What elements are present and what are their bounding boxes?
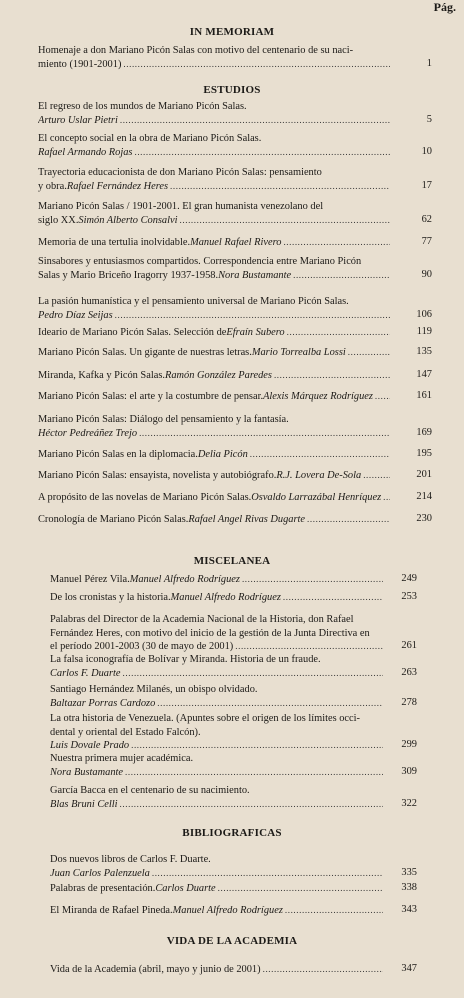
toc-entry[interactable]	[50, 904, 385, 918]
entry-title-line: Mariano Picón Salas en la diplomacia.	[38, 449, 198, 460]
toc-entry[interactable]	[50, 853, 385, 880]
leader-dots	[283, 591, 383, 605]
entry-page-number: 106	[416, 308, 432, 320]
entry-last-line	[50, 697, 385, 711]
entry-page-number: 161	[416, 390, 432, 401]
leader-dots	[120, 798, 383, 812]
entry-last-line	[50, 667, 385, 681]
leader-dots	[170, 180, 390, 194]
toc-entry[interactable]	[38, 295, 392, 322]
toc-entry[interactable]	[50, 712, 385, 753]
entry-page-number: 1	[426, 57, 432, 69]
leader-dots	[134, 146, 390, 160]
entry-page-number: 249	[401, 573, 417, 584]
entry-author: Osvaldo Larrazábal Henríquez	[251, 492, 382, 503]
entry-page-number: 62	[421, 213, 432, 225]
entry-title-line: Memoria de una tertulia inolvidable.	[38, 237, 191, 248]
entry-title-line: Trayectoria educacionista de don Mariano Picón Salas: pensamiento	[38, 167, 322, 178]
entry-last-line	[50, 867, 385, 881]
leader-dots	[307, 513, 390, 527]
entry-last-line	[38, 513, 392, 527]
entry-page-number: 147	[416, 369, 432, 380]
entry-last-line	[38, 58, 392, 72]
entry-page-number: 278	[401, 696, 417, 708]
entry-page-number: 261	[401, 640, 417, 651]
entry-author: Baltazar Porras Cardozo	[50, 697, 156, 709]
entry-page-number: 77	[421, 236, 432, 247]
toc-entry[interactable]	[38, 326, 392, 340]
toc-entry[interactable]	[38, 132, 392, 159]
entry-last-line	[38, 146, 392, 160]
leader-dots	[123, 667, 383, 681]
entry-title-line: Ideario de Mariano Picón Salas. Selección de	[38, 327, 227, 338]
entry-title-line: Mariano Picón Salas / 1901-2001. El gran humanista venezolano del	[38, 201, 324, 212]
entry-author: Arturo Uslar Pietri	[38, 114, 118, 126]
entry-page-number: 17	[421, 179, 432, 191]
entry-title-line: Vida de la Academia (abril, mayo y junio de 2001)	[50, 964, 261, 975]
entry-page-number: 195	[416, 448, 432, 459]
entry-title-line: Sinsabores y entusiasmos compartidos. Correspondencia entre Mariano Picón	[38, 256, 362, 267]
entry-title-line: Santiago Hernández Milanés, un obispo olvidado.	[50, 684, 258, 695]
entry-title-line: El regreso de los mundos de Mariano Picón Salas.	[38, 101, 247, 112]
entry-page-number: 299	[401, 739, 417, 750]
entry-page-number: 5	[426, 113, 432, 125]
toc-entry[interactable]	[38, 100, 392, 127]
leader-dots	[383, 491, 390, 505]
entry-last-line	[50, 766, 385, 780]
entry-title-line: La otra historia de Venezuela. (Apuntes sobre el origen de los límites occi-	[50, 713, 360, 724]
entry-page-number: 253	[401, 591, 417, 602]
entry-title-line: Palabras del Director de la Academia Nacional de la Historia, don Rafael	[50, 614, 354, 625]
toc-entry[interactable]	[38, 200, 392, 227]
entry-page-number: 90	[421, 268, 432, 280]
entry-author: Manuel Alfredo Rodríguez	[172, 905, 283, 916]
entry-title-line: Miranda, Kafka y Picón Salas.	[38, 370, 165, 381]
toc-entry[interactable]	[38, 513, 392, 527]
toc-entry[interactable]	[38, 44, 392, 71]
entry-author: Juan Carlos Palenzuela	[50, 867, 150, 879]
entry-page-number: 347	[401, 963, 417, 974]
leader-dots	[152, 867, 383, 881]
leader-dots	[218, 882, 383, 896]
entry-page-number: 335	[401, 866, 417, 878]
leader-dots	[180, 214, 390, 228]
toc-entry[interactable]	[50, 752, 385, 779]
entry-title-line: el período 2001-2003 (30 de mayo de 2001)	[50, 641, 234, 652]
entry-last-line	[50, 573, 385, 587]
leader-dots	[348, 346, 390, 360]
leader-dots	[274, 369, 390, 383]
entry-page-number: 201	[416, 469, 432, 480]
entry-last-line	[38, 326, 392, 340]
section-title-estudios: ESTUDIOS	[203, 84, 261, 96]
entry-last-line	[38, 214, 392, 228]
entry-title-line: Mariano Picón Salas. Un gigante de nuestras letras.	[38, 347, 252, 358]
entry-last-line	[38, 448, 392, 462]
entry-page-number: 10	[421, 145, 432, 157]
entry-title-line: siglo XX.	[38, 214, 79, 226]
leader-dots	[375, 390, 390, 404]
entry-title-line: Mariano Picón Salas: el arte y la costumbre de pensar.	[38, 391, 264, 402]
entry-page-number: 230	[416, 513, 432, 524]
entry-title-line: y obra.	[38, 180, 67, 192]
section-title-in-memoriam: IN MEMORIAM	[189, 26, 275, 38]
entry-last-line	[50, 798, 385, 812]
entry-title-line: Cronología de Mariano Picón Salas.	[38, 514, 189, 525]
toc-entry[interactable]	[38, 413, 392, 440]
leader-dots	[250, 448, 390, 462]
page-column-label: Pág.	[433, 0, 456, 14]
entry-last-line	[50, 882, 385, 896]
leader-dots	[157, 697, 383, 711]
entry-title-line: Manuel Pérez Vila.	[50, 574, 130, 585]
entry-author: Ramón González Paredes	[164, 370, 272, 381]
toc-entry[interactable]	[38, 255, 392, 282]
entry-page-number: 214	[416, 491, 432, 502]
entry-title-line: Mariano Picón Salas: Diálogo del pensamiento y la fantasía.	[38, 414, 289, 425]
entry-author: Carlos Duarte	[155, 883, 216, 894]
leader-dots	[287, 326, 390, 340]
toc-entry[interactable]	[50, 653, 385, 680]
leader-dots	[115, 309, 390, 323]
entry-title-line: La pasión humanística y el pensamiento universal de Mariano Picón Salas.	[38, 296, 349, 307]
section-title-miscelanea: MISCELANEA	[193, 555, 271, 567]
entry-page-number: 322	[401, 797, 417, 809]
toc-entry[interactable]	[38, 469, 392, 483]
entry-title-line: Fernández Heres, con motivo del inicio de la gestión de la Junta Directiva en	[50, 627, 370, 639]
leader-dots	[139, 427, 390, 441]
entry-title-line: El concepto social en la obra de Mariano Picón Salas.	[38, 133, 262, 144]
entry-title-line: Nuestra primera mujer académica.	[50, 753, 194, 764]
toc-entry[interactable]	[38, 369, 392, 383]
entry-last-line	[38, 114, 392, 128]
entry-last-line	[38, 309, 392, 323]
leader-dots	[125, 766, 383, 780]
toc-entry[interactable]	[38, 346, 392, 360]
entry-last-line	[50, 640, 385, 654]
entry-author: Blas Bruni Celli	[50, 798, 118, 810]
entry-author: Rafael Armando Rojas	[38, 146, 133, 158]
section-title-vida: VIDA DE LA ACADEMIA	[166, 935, 298, 947]
entry-title-line: miento (1901-2001)	[38, 58, 122, 70]
leader-dots	[283, 236, 390, 250]
leader-dots	[363, 469, 390, 483]
toc-entry[interactable]	[50, 683, 385, 710]
toc-entry[interactable]	[50, 963, 385, 977]
section-title-bibliograficas: BIBLIOGRAFICAS	[182, 827, 282, 839]
leader-dots	[242, 573, 383, 587]
entry-last-line	[50, 904, 385, 918]
entry-title-line: El Miranda de Rafael Pineda.	[50, 905, 173, 916]
entry-author: Pedro Díaz Seijas	[38, 309, 113, 321]
entry-author: Manuel Rafael Rivero	[190, 237, 282, 248]
leader-dots	[293, 269, 390, 283]
entry-last-line	[50, 963, 385, 977]
entry-title-line: García Bacca en el centenario de su nacimiento.	[50, 785, 250, 796]
leader-dots	[263, 963, 383, 977]
entry-last-line	[50, 739, 385, 753]
entry-author: Rafael Fernández Heres	[66, 180, 169, 192]
leader-dots	[123, 58, 390, 72]
entry-author: Delia Picón	[197, 449, 248, 460]
entry-last-line	[38, 390, 392, 404]
toc-entry[interactable]	[38, 166, 392, 193]
entry-title-line: dental y oriental del Estado Falcón).	[50, 726, 201, 738]
entry-page-number: 343	[401, 904, 417, 915]
entry-author: Efraín Subero	[226, 327, 285, 338]
entry-author: Rafael Angel Rivas Dugarte	[188, 514, 306, 525]
toc-entry[interactable]	[38, 491, 392, 505]
entry-title-line: Mariano Picón Salas: ensayista, novelista y autobiógrafo.	[38, 470, 277, 481]
entry-last-line	[38, 469, 392, 483]
leader-dots	[120, 114, 390, 128]
entry-author: Luis Dovale Prado	[50, 740, 130, 751]
entry-last-line	[38, 269, 392, 283]
toc-entry[interactable]	[38, 236, 392, 250]
toc-entry[interactable]	[50, 613, 385, 654]
entry-page-number: 135	[416, 346, 432, 357]
toc-entry[interactable]	[50, 784, 385, 811]
entry-last-line	[38, 369, 392, 383]
entry-page-number: 309	[401, 765, 417, 777]
leader-dots	[235, 640, 383, 654]
entry-author: R.J. Lovera De-Sola	[276, 470, 362, 481]
entry-author: Nora Bustamante	[50, 766, 124, 778]
entry-title-line: Salas y Mario Briceño Iragorry 1937-1958.	[38, 269, 219, 281]
toc-entry[interactable]	[50, 882, 385, 896]
entry-title-line: Homenaje a don Mariano Picón Salas con motivo del centenario de su naci-	[38, 45, 354, 56]
entry-title-line: Dos nuevos libros de Carlos F. Duarte.	[50, 854, 211, 865]
entry-author: Carlos F. Duarte	[50, 667, 121, 679]
entry-page-number: 119	[416, 326, 432, 337]
entry-author: Héctor Pedreáñez Trejo	[38, 427, 138, 439]
entry-last-line	[38, 180, 392, 194]
entry-last-line	[38, 236, 392, 250]
entry-last-line	[38, 427, 392, 441]
toc-entry[interactable]	[50, 573, 385, 587]
entry-page-number: 338	[401, 882, 417, 893]
entry-title-line: Palabras de presentación.	[50, 883, 156, 894]
entry-last-line	[38, 491, 392, 505]
entry-title-line: De los cronistas y la historia.	[50, 592, 171, 603]
entry-title-line: La falsa iconografía de Bolívar y Miranda. Historia de un fraude.	[50, 654, 321, 665]
entry-page-number: 263	[401, 666, 417, 678]
entry-author: Manuel Alfredo Rodríguez	[129, 574, 240, 585]
entry-author: Manuel Alfredo Rodríguez	[170, 592, 281, 603]
entry-title-line: A propósito de las novelas de Mariano Picón Salas.	[38, 492, 252, 503]
entry-last-line	[38, 346, 392, 360]
leader-dots	[131, 739, 383, 753]
entry-author: Alexis Márquez Rodríguez	[263, 391, 373, 402]
toc-entry[interactable]	[38, 448, 392, 462]
toc-entry[interactable]	[50, 591, 385, 605]
entry-author: Simón Alberto Consalvi	[78, 214, 178, 226]
entry-page-number: 169	[416, 426, 432, 438]
toc-entry[interactable]	[38, 390, 392, 404]
entry-author: Nora Bustamante	[218, 269, 292, 281]
entry-last-line	[50, 591, 385, 605]
entry-author: Mario Torrealba Lossi	[251, 347, 346, 358]
leader-dots	[285, 904, 383, 918]
